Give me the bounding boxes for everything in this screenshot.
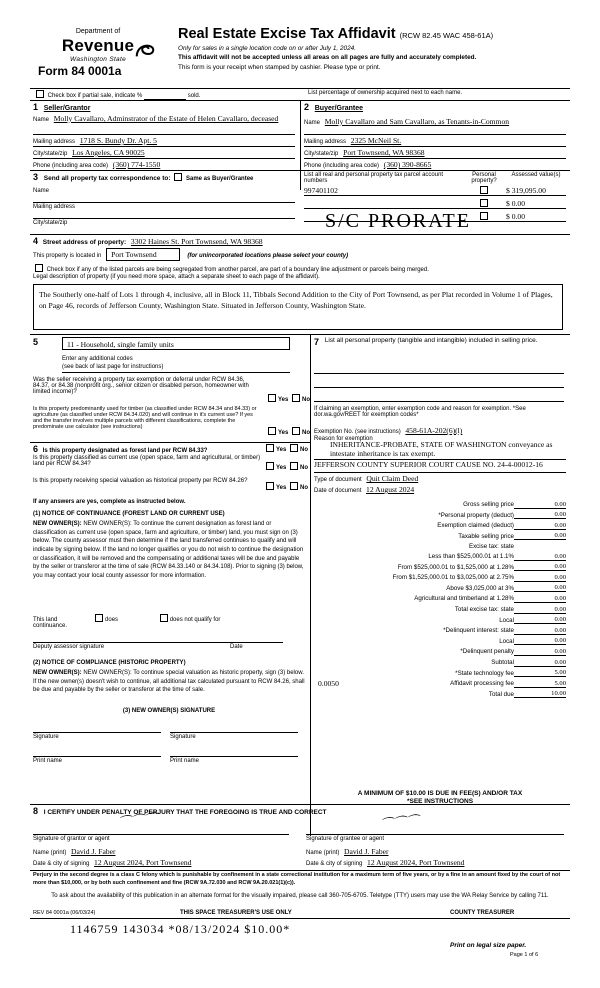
fee-amount-15[interactable]: 0.00 <box>514 655 566 666</box>
prorate-stamp: S/C PRORATE <box>325 210 471 232</box>
seller-div-1 <box>33 134 295 135</box>
newowner-sig-label-2: Signature <box>170 734 196 740</box>
seller-div-3 <box>33 158 295 159</box>
grantee-date-label: Date & city of signing <box>306 861 363 867</box>
fee-row-0 <box>314 498 566 508</box>
fee-label-14: *Delinquent penalty <box>460 648 514 656</box>
grantor-print-label: Name (print) <box>33 850 67 856</box>
exemption-reason-label: Reason for exemption <box>314 436 373 442</box>
personal-flag-1[interactable] <box>462 199 506 209</box>
personal-property-lines[interactable] <box>314 360 564 404</box>
section-6-number: 6 <box>33 444 39 454</box>
exemption-yes-checkbox[interactable] <box>268 394 276 402</box>
new-owners-label-2: NEW OWNER(S): <box>33 670 82 676</box>
forest-no-checkbox[interactable] <box>290 444 298 452</box>
exemption-code-row <box>314 426 564 435</box>
seller-phone-label: Phone (including area code) <box>33 163 109 169</box>
section-1-label: Seller/Grantor <box>43 105 91 112</box>
continuance-heading: (1) NOTICE OF CONTINUANCE (FOREST LAND OR CURRENT USE) <box>33 511 225 517</box>
exemption-no-checkbox[interactable] <box>292 394 300 402</box>
same-as-buyer-checkbox[interactable] <box>174 173 182 181</box>
newowner-print-label-2: Print name <box>170 758 200 764</box>
fee-label-12: *Delinquent interest: state <box>443 627 514 635</box>
section-1-number: 1 <box>33 102 39 112</box>
fee-row-10 <box>314 602 566 613</box>
partial-sale-row <box>34 90 304 100</box>
exemption-yes-label: Yes <box>278 397 289 403</box>
located-row <box>33 248 567 261</box>
segregation-row <box>33 264 567 273</box>
buyer-city-label: City/state/zip <box>304 151 339 157</box>
fee-label-5: Less than $525,000.01 at 1.1% <box>428 553 514 561</box>
fee-amount-10[interactable]: 0.00 <box>514 602 566 613</box>
corr-city-label: City/state/zip <box>33 220 68 226</box>
same-as-buyer-label: Same as Buyer/Grantee <box>186 176 254 182</box>
assessed-value-0[interactable]: $ 319,095.00 <box>506 186 566 196</box>
fee-amount-0[interactable]: 0.00 <box>514 498 566 508</box>
located-note: (for unincorporated locations please select your county) <box>187 253 349 259</box>
grantee-print-row <box>306 847 389 856</box>
seller-mail-label: Mailing address <box>33 139 76 145</box>
newowner-sig-line-1[interactable] <box>33 732 161 733</box>
corr-name-label: Name <box>33 188 50 194</box>
fee-label-9: Agricultural and timberland at 1.28% <box>414 595 514 603</box>
ada-note: To ask about the availability of this publication in an alternate format for the visually impaired, please call 360-705-6705. Teletype (TTY) users may use the WA Relay Service by calling 711. <box>51 893 549 899</box>
fee-row-7 <box>314 571 566 582</box>
ownership-note: List percentage of ownership acquired next to each name. <box>308 90 463 96</box>
fee-label-10: Total excise tax: state <box>454 606 514 614</box>
divider-9 <box>30 918 570 919</box>
historic-yes-checkbox[interactable] <box>266 482 274 490</box>
continuance-label: continuance. <box>33 623 68 629</box>
legal-description-box[interactable] <box>33 284 563 330</box>
buyer-phone-row <box>304 160 566 169</box>
grantor-print-value[interactable]: David J. Faber <box>71 847 116 856</box>
buyer-div-2 <box>304 146 566 147</box>
section-5-number: 5 <box>33 337 39 347</box>
buyer-phone-label: Phone (including area code) <box>304 163 380 169</box>
extra-codes-label: Enter any additional codes <box>62 356 133 362</box>
page-title: Real Estate Excise Tax Affidavit (RCW 82.45 WAC 458-61A) <box>178 26 494 42</box>
reason-div2 <box>314 472 566 473</box>
does-not-label: does not qualify for <box>169 617 221 623</box>
new-owners-label: NEW OWNER(S): <box>33 521 82 527</box>
fee-label-16: *State technology fee <box>455 669 514 677</box>
seller-phone-row <box>33 160 295 169</box>
fee-label-8: Above $3,025,000 at 3% <box>446 584 514 592</box>
parcel-table-header <box>304 172 566 184</box>
historic-compliance-heading: (2) NOTICE OF COMPLIANCE (HISTORIC PROPERTY) <box>33 660 186 666</box>
fee-row-11 <box>314 613 566 624</box>
fee-label-7: From $1,525,000.01 to $3,025,000 at 2.75% <box>392 574 514 582</box>
section-3-label: Send all property tax correspondence to: <box>43 175 171 182</box>
fee-row-8 <box>314 581 566 592</box>
exemption-code-label: Exemption No. (see instructions) <box>314 429 401 435</box>
this-land-label: This land <box>33 617 58 623</box>
forest-answer[interactable] <box>264 444 308 453</box>
grantor-date-value[interactable]: 12 August 2024, Port Townsend <box>94 858 192 867</box>
segregation-checkbox[interactable] <box>35 264 43 272</box>
section-2-number: 2 <box>304 102 310 112</box>
affidavit-sheet <box>30 22 570 958</box>
located-label: This property is located in <box>33 253 102 259</box>
treasurer-stamp: 1146759 143034 *08/13/2024 $10.00* <box>70 922 291 936</box>
fee-label-0: Gross selling price <box>463 501 514 509</box>
parcel-col-header: List all real and personal property tax parcel account numbers <box>304 172 444 184</box>
parcel-number-1[interactable] <box>304 208 462 209</box>
fee-label-3: Taxable selling price <box>458 532 514 540</box>
divider-3 <box>30 170 570 171</box>
grantee-sig-line[interactable] <box>306 834 564 835</box>
currentuse-yes-label: Yes <box>276 465 287 471</box>
swirl-icon <box>134 38 156 60</box>
fee-amount-6[interactable]: 0.00 <box>514 560 566 571</box>
timber-ag-question <box>33 406 261 430</box>
fee-row-15 <box>314 655 566 666</box>
fee-label-4: Excise tax: state <box>468 542 514 550</box>
personal-col-header: Personal property? <box>471 172 497 184</box>
buyer-name-value[interactable]: Molly Cavallaro and Sam Cavallaro, as Tenants-in-Common <box>324 117 510 126</box>
divider-5 <box>30 334 570 335</box>
seller-div-2 <box>33 146 295 147</box>
does-qualify-checkbox[interactable] <box>95 614 103 622</box>
grantee-sig-label: Signature of grantee or agent <box>306 836 385 842</box>
fee-amount-7[interactable]: 0.00 <box>514 571 566 582</box>
fee-row-13 <box>314 634 566 645</box>
forest-land-question: Is this property designated as forest land per RCW 84.33? <box>42 448 208 454</box>
timber-ag-question-text: Is this property predominantly used for timber (as classified under RCW 84.34 and 84.33) or agriculture (as classified under RCW 84.34.020) and will continue in it's current use? If yes and the transfer involves multiple parcels with different classifications, complete the predominate use calculator (see instructions) <box>33 406 257 430</box>
parcel-number-0[interactable]: 997401102 <box>304 186 462 196</box>
forest-yes-label: Yes <box>276 447 287 453</box>
see-instructions-note: *SEE INSTRUCTIONS <box>406 798 474 805</box>
buyer-city-row <box>304 148 566 157</box>
exemption-q-answer[interactable] <box>266 394 310 403</box>
timber-yes-label: Yes <box>278 430 289 436</box>
certify-statement: I CERTIFY UNDER PENALTY OF PERJURY THAT THE FOREGOING IS TRUE AND CORRECT <box>43 809 327 816</box>
table-row <box>304 184 566 196</box>
land-use-code-field[interactable] <box>62 337 290 350</box>
historic-answer[interactable] <box>264 482 308 491</box>
timber-yes-checkbox[interactable] <box>268 427 276 435</box>
fee-amount-8[interactable]: 0.00 <box>514 581 566 592</box>
section-8 <box>33 806 567 816</box>
fee-amount-5[interactable]: 0.00 <box>514 550 566 560</box>
court-cause-line: JEFFERSON COUNTY SUPERIOR COURT CAUSE NO. 24-4-00012-16 <box>314 460 543 469</box>
extra-codes-note: (see back of last page for instructions) <box>62 364 164 370</box>
divider-6 <box>30 442 310 443</box>
personal-property-label: List all personal property (tangible and intangible) included in selling price. <box>324 337 538 344</box>
doc-type-value[interactable]: Quit Claim Deed <box>366 474 419 483</box>
section-1 <box>33 102 90 112</box>
grantee-print-label: Name (print) <box>306 850 340 856</box>
fee-amount-13[interactable]: 0.00 <box>514 634 566 645</box>
section-2-label: Buyer/Grantee <box>314 105 363 112</box>
currentuse-no-label: No <box>300 465 309 471</box>
this-land-row <box>33 614 220 623</box>
newowner-print-line-2[interactable] <box>170 756 298 757</box>
timber-ag-answer[interactable] <box>266 427 310 436</box>
current-use-answer[interactable] <box>264 462 308 471</box>
fee-label-1: *Personal property (deduct) <box>438 511 514 519</box>
seller-mail-row <box>33 136 295 145</box>
doc-date-value[interactable]: 12 August 2024 <box>366 485 415 494</box>
section-3-number: 3 <box>33 172 39 182</box>
legal-size-note: Print on legal size paper. <box>450 942 527 949</box>
assessed-value-2[interactable]: $ 0.00 <box>506 212 566 222</box>
fee-amount-1[interactable]: 0.00 <box>514 508 566 519</box>
historic-no-checkbox[interactable] <box>290 482 298 490</box>
form-number: Form 84 0001a <box>38 64 122 78</box>
fee-amount-12[interactable]: 0.00 <box>514 624 566 635</box>
sub3: This form is your receipt when stamped by cashier. Please type or print. <box>178 63 381 71</box>
divider-7 <box>30 804 570 805</box>
seller-city-value[interactable]: Los Angeles, CA 90025 <box>72 148 145 157</box>
if-any-yes-note: If any answers are yes, complete as instructed below. <box>33 499 186 505</box>
street-address-value[interactable]: 3302 Haines St. Port Townsend, WA 98368 <box>130 237 263 246</box>
form-header <box>30 22 570 82</box>
historic-compliance-text <box>33 669 305 695</box>
fee-label-2: Exemption claimed (deduct) <box>437 522 514 530</box>
currentuse-no-checkbox[interactable] <box>290 462 298 470</box>
buyer-mail-label: Mailing address <box>304 139 347 145</box>
newowner-print-label-1: Print name <box>33 758 63 764</box>
divider-v2 <box>310 334 311 836</box>
fee-label-13: Local <box>499 637 514 645</box>
buyer-city-value[interactable]: Port Townsend, WA 98368 <box>343 148 425 157</box>
personal-flag-0[interactable] <box>462 186 506 196</box>
divider-4 <box>30 234 570 235</box>
corr-div-2 <box>33 218 295 219</box>
doc-type-row <box>314 474 566 483</box>
dept-line1: Department of <box>75 28 121 35</box>
exemption-question: Was the seller receiving a property tax exemption or deferral under RCW 84.36, 84.37, or 84.38 (nonprofit org., senior citizen or disabled person, homeowner with limited income)? <box>33 377 249 395</box>
page-number: Page 1 of 6 <box>510 952 539 958</box>
fee-row-18 <box>314 687 566 698</box>
fee-amount-18[interactable]: 10.00 <box>514 687 566 698</box>
buyer-name-row <box>304 117 566 126</box>
fee-amount-2[interactable]: 0.00 <box>514 519 566 530</box>
divider-8 <box>30 870 570 871</box>
grantee-signature-mark[interactable]: ⌒⌒⌒ <box>379 812 420 832</box>
treasurer-space-label: THIS SPACE TREASURER'S USE ONLY <box>180 910 292 916</box>
located-value: Port Townsend <box>111 250 157 259</box>
dept-line3: Washington State <box>70 55 126 63</box>
section-7 <box>314 337 557 347</box>
partial-sale-label: Check box if partial sale, indicate % <box>47 93 143 99</box>
divider-1 <box>30 88 570 89</box>
county-treasurer-label: COUNTY TREASURER <box>450 910 515 916</box>
fee-row-2 <box>314 519 566 530</box>
section-8-number: 8 <box>33 806 39 816</box>
historic-question: Is this property receiving special valuation as historical property per RCW 84.26? <box>33 478 248 484</box>
section-5 <box>33 337 38 347</box>
newowner-sig-line-2[interactable] <box>170 732 298 733</box>
buyer-mail-value[interactable]: 2325 McNeil St. <box>350 136 402 145</box>
section-7-number: 7 <box>314 337 320 347</box>
section-3 <box>33 172 298 182</box>
buyer-div-1 <box>304 134 566 135</box>
perjury-note: Perjury in the second degree is a class C felony which is punishable by confinement in a state correctional institution for a maximum term of five years, or by a fine in an amount fixed by the court of not more than $10,000, or by both such confinement and fine (RCW 9A.72.030 and RCW 9A.20.021(1)(c)). <box>33 872 561 886</box>
continuance-text <box>33 520 305 581</box>
header-subtext <box>178 44 476 72</box>
dept-line2: Revenue <box>61 36 135 56</box>
doc-date-row <box>314 485 566 494</box>
seller-city-label: City/state/zip <box>33 151 68 157</box>
fee-row-4 <box>314 540 566 550</box>
sub1: Only for sales in a single location code on or after July 1, 2024. <box>178 45 356 52</box>
grantor-signature-mark[interactable]: ⌒⌒⌒ <box>117 810 158 830</box>
fee-amount-14[interactable]: 0.00 <box>514 645 566 656</box>
fee-row-12 <box>314 624 566 635</box>
fee-amount-9[interactable]: 0.00 <box>514 592 566 603</box>
grantor-print-row <box>33 847 116 856</box>
timber-no-label: No <box>302 430 311 436</box>
doc-date-label: Date of document <box>314 488 362 494</box>
grantor-date-row <box>33 858 191 867</box>
title-rcw: (RCW 82.45 WAC 458-61A) <box>399 31 494 40</box>
new-owner-signature-heading: (3) NEW OWNER(S) SIGNATURE <box>122 708 216 714</box>
fee-row-9 <box>314 592 566 603</box>
land-use-code-value: 11 - Household, single family units <box>67 340 174 349</box>
seller-name-value[interactable]: Molly Cavallaro, Adminstrator of the Estate of Helen Cavallaro, deceased <box>53 114 279 123</box>
doc-type-label: Type of document <box>314 477 362 483</box>
forest-no-label: No <box>300 447 309 453</box>
grantee-print-value[interactable]: David J. Faber <box>344 847 389 856</box>
seller-name-row <box>33 114 295 123</box>
buyer-div-3 <box>304 158 566 159</box>
fee-amount-11[interactable]: 0.00 <box>514 613 566 624</box>
deputy-sig-label: Deputy assessor signature <box>33 644 105 650</box>
historic-yes-label: Yes <box>276 485 287 491</box>
partial-sale-checkbox[interactable] <box>36 90 44 98</box>
exemption-reason-value[interactable]: INHERITANCE-PROBATE, STATE OF WASHINGTON conveyance as intestate inheritance is tax exempt. <box>330 440 553 458</box>
seller-city-row <box>33 148 295 157</box>
exemption-note: If claiming an exemption, enter exemption code and reason for exemption. *See dor.wa.gov/REET for exemption codes* <box>314 406 526 418</box>
deputy-date-label: Date <box>230 644 243 650</box>
exemption-code-value[interactable]: 458-61A-202(6)(l) <box>405 426 463 435</box>
legal-description-text: The Southerly one-half of Lots 1 through 4, inclusive, all in Block 11, Tibbals Second Addition to the City of Port Townsend, as per Plat recorded in Volume 1 of Plages, on Page 46, records of Jefferson County, Washington State. Situated in Jefferson County, Washington State. <box>39 290 553 311</box>
current-use-question: Is this property classified as current use (open space, farm and agricultural, or timber) land per RCW 84.34? <box>33 455 261 467</box>
fee-row-14 <box>314 645 566 656</box>
segregation-label: Check box if any of the listed parcels are being segregated from another parcel, are part of a boundary line adjustment or parcels being merged. <box>46 267 429 273</box>
revision-number: REV 84 0001a (06/03/24) <box>33 910 96 916</box>
fee-label-15: Subtotal <box>491 659 514 666</box>
section-4 <box>33 236 567 246</box>
fee-row-1 <box>314 508 566 519</box>
city-select[interactable] <box>106 248 180 261</box>
fee-amount-17[interactable]: 5.00 <box>514 677 566 688</box>
buyer-phone-value[interactable]: (360) 390-8665 <box>383 160 432 169</box>
seller-name-label: Name <box>33 117 50 123</box>
fee-table <box>314 498 566 698</box>
fee-row-3 <box>314 529 566 540</box>
continuance-paragraph: NEW OWNER(S): To continue the current designation as forest land or classification as current use (open space, farm and agriculture, or timber) land, you must sign on (3) below. The county assessor must then determine if the land transferred continues to qualify and will indicate by signing below. If the land no longer qualifies or you do not wish to continue the designation or classification, it will be removed and the compensating or additional taxes will be due and payable by the seller or transferor at the time of sale (RCW 84.33.140 or 84.34.108). Prior to signing (3) below, you may contact your local county assessor for more information. <box>33 521 304 580</box>
does-label: does <box>105 617 119 623</box>
historic-no-label: No <box>300 485 309 491</box>
fee-row-6 <box>314 560 566 571</box>
assessed-value-1[interactable]: $ 0.00 <box>506 199 566 209</box>
fee-label-11: Local <box>499 616 514 624</box>
timber-no-checkbox[interactable] <box>292 427 300 435</box>
extra-code-line <box>62 372 290 373</box>
local-rate-value: 0.0050 <box>318 679 339 688</box>
minimum-due-note: A MINIMUM OF $10.00 IS DUE IN FEE(S) AND/OR TAX <box>357 790 523 797</box>
grantee-date-value[interactable]: 12 August 2024, Port Townsend <box>367 858 465 867</box>
legal-desc-label: Legal description of property (if you need more space, attach a separate sheet to each page of the affidavit). <box>33 274 320 280</box>
fee-row-5 <box>314 550 566 560</box>
fee-amount-3[interactable]: 0.00 <box>514 529 566 540</box>
seller-phone-value[interactable]: (360) 774-1550 <box>112 160 161 169</box>
assessed-col-header: Assessed value(s) <box>511 172 561 178</box>
fee-amount-16[interactable]: 5.00 <box>514 666 566 677</box>
grantor-date-label: Date & city of signing <box>33 861 90 867</box>
section-2 <box>304 102 363 112</box>
grantor-sig-line[interactable] <box>33 834 289 835</box>
buyer-mail-row <box>304 136 566 145</box>
exemption-no-label: No <box>302 397 311 403</box>
fee-row-17 <box>314 677 566 688</box>
does-not-qualify-checkbox[interactable] <box>160 614 168 622</box>
street-address-label: Street address of property: <box>42 239 127 246</box>
seller-mail-value[interactable]: 1718 S. Bundy Dr. Apt. 5 <box>79 136 157 145</box>
newowner-sig-label-1: Signature <box>33 734 59 740</box>
section-6 <box>33 444 265 454</box>
historic-paragraph: NEW OWNER(S): To continue special valuation as historic property, sign (3) below. If the new owner(s) doesn't wish to continue, all additional tax calculated pursuant to RCW 84.26, shall be due and payable by the seller or transferor at the time of sale. <box>33 670 305 694</box>
divider-v1 <box>300 100 301 190</box>
corr-mail-label: Mailing address <box>33 204 76 210</box>
fee-label-17: Affidavit processing fee <box>450 680 514 688</box>
currentuse-yes-checkbox[interactable] <box>266 462 274 470</box>
newowner-print-line-1[interactable] <box>33 756 161 757</box>
partial-sold-label: sold. <box>187 93 201 99</box>
buyer-name-label: Name <box>304 120 321 126</box>
corr-div-1 <box>33 202 295 203</box>
section-4-number: 4 <box>33 236 39 246</box>
fee-label-6: From $525,000.01 to $1,525,000 at 1.28% <box>397 563 514 571</box>
forest-yes-checkbox[interactable] <box>266 444 274 452</box>
sub2: This affidavit will not be accepted unless all areas on all pages are fully and accurately completed. <box>178 54 477 62</box>
grantor-sig-label: Signature of grantor or agent <box>33 836 110 842</box>
fee-label-18: Total due <box>488 690 514 698</box>
grantee-date-row <box>306 858 464 867</box>
table-row <box>304 196 566 209</box>
fee-row-16 <box>314 666 566 677</box>
deputy-sig-line[interactable] <box>33 642 283 643</box>
